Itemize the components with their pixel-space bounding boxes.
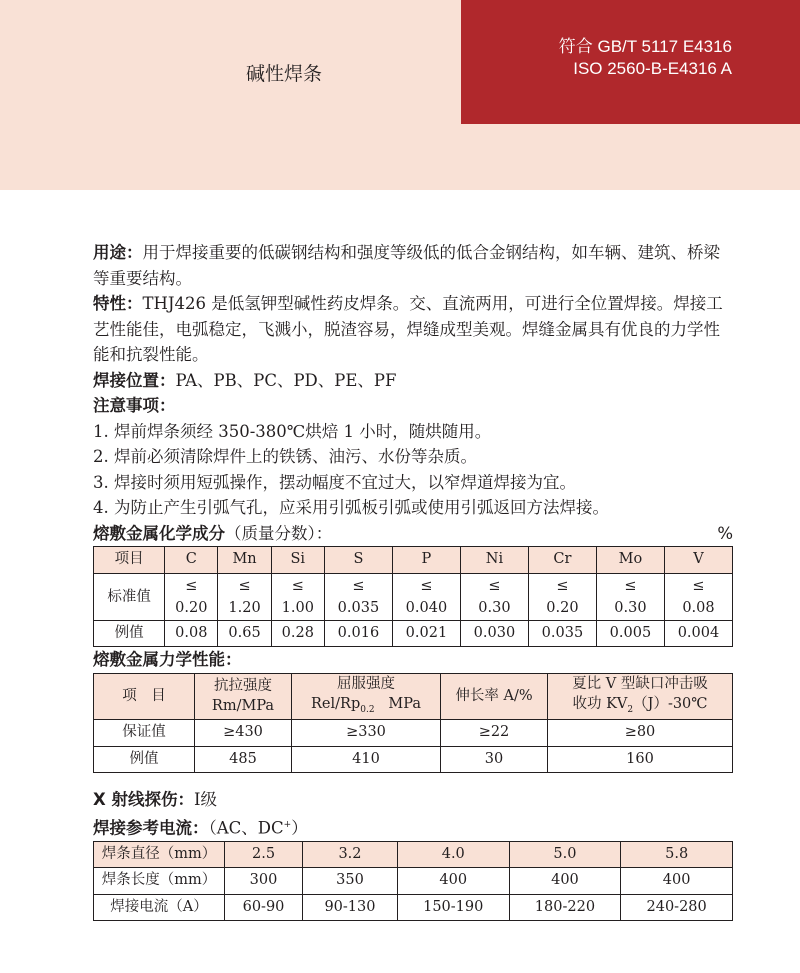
page-title: 碱性焊条 xyxy=(246,63,323,85)
table-cell: V xyxy=(664,547,732,574)
table-cell: Mn xyxy=(218,547,271,574)
mechanical-table xyxy=(93,673,733,774)
table-cell: 400 xyxy=(621,868,733,895)
table-cell: 5.0 xyxy=(509,841,621,868)
table-cell: 0.021 xyxy=(392,620,460,647)
table-cell xyxy=(460,573,528,620)
table-row xyxy=(94,620,733,647)
table-cell: ≥22 xyxy=(441,720,548,747)
position-paragraph xyxy=(93,368,733,394)
features-label: 特性： xyxy=(93,294,143,313)
table-cell: 项 目 xyxy=(94,673,195,720)
xray-label: X 射线探伤： xyxy=(93,790,194,810)
table-cell: 0.030 xyxy=(460,620,528,647)
note-item: 2. 焊前必须清除焊件上的铁锈、油污、水份等杂质。 xyxy=(93,447,477,466)
standard-line-2: ISO 2560-B-E4316 A xyxy=(573,59,732,78)
table-cell: 例值 xyxy=(94,620,165,647)
table-cell: C xyxy=(165,547,218,574)
cell-value: 0.30 xyxy=(478,599,511,616)
table-cell: 60-90 xyxy=(225,894,303,921)
chemical-subtitle: （质量分数）： xyxy=(225,523,333,543)
table-cell: 180-220 xyxy=(509,894,621,921)
current-types-sup: + xyxy=(283,819,292,830)
table-cell: 焊条长度（mm） xyxy=(94,868,225,895)
document-body xyxy=(93,240,733,921)
table-cell xyxy=(392,573,460,620)
table-cell: 410 xyxy=(292,746,441,773)
table-cell: Ni xyxy=(460,547,528,574)
table-cell: 0.08 xyxy=(165,620,218,647)
table-cell: 150-190 xyxy=(397,894,509,921)
table-cell: 90-130 xyxy=(303,894,398,921)
table-cell: 485 xyxy=(195,746,292,773)
current-table xyxy=(93,841,733,922)
table-cell xyxy=(195,673,292,720)
cell-value: 0.30 xyxy=(614,599,647,616)
standards-box xyxy=(461,0,800,124)
cell-value: 1.00 xyxy=(281,599,314,616)
table-cell: ≥80 xyxy=(548,720,733,747)
usage-label: 用途： xyxy=(93,243,143,262)
cell-line: 夏比 V 型缺口冲击吸 xyxy=(572,675,708,692)
table-cell xyxy=(548,673,733,720)
le-sign: ≤ xyxy=(238,577,251,594)
table-cell: 3.2 xyxy=(303,841,398,868)
table-cell: 400 xyxy=(397,868,509,895)
position-text: PA、PB、PC、PD、PE、PF xyxy=(175,370,397,390)
current-title: 焊接参考电流： xyxy=(93,818,209,838)
spacer xyxy=(93,773,733,787)
table-cell: 300 xyxy=(225,868,303,895)
chemical-heading xyxy=(93,521,733,547)
table-cell: 30 xyxy=(441,746,548,773)
note-item: 4. 为防止产生引弧气孔，应采用引弧板引弧或使用引弧返回方法焊接。 xyxy=(93,498,609,517)
cell-line: 抗拉强度 xyxy=(214,678,272,695)
table-cell xyxy=(664,573,732,620)
table-cell: ≥430 xyxy=(195,720,292,747)
features-text: THJ426 是低氢钾型碱性药皮焊条。交、直流两用，可进行全位置焊接。焊接工艺性能佳，电弧稳定，飞溅小，脱渣容易，焊缝成型美观。焊缝金属具有优良的力学性能和抗裂性能。 xyxy=(93,294,723,364)
cell-line: MPa xyxy=(388,695,421,712)
chemical-title: 熔敷金属化学成分 xyxy=(93,523,225,543)
cell-line: 收功 KV xyxy=(572,695,628,712)
cell-line: （J）-30℃ xyxy=(633,695,708,712)
table-row xyxy=(94,868,733,895)
table-cell: 400 xyxy=(509,868,621,895)
table-cell xyxy=(218,573,271,620)
table-cell xyxy=(324,573,392,620)
table-row xyxy=(94,720,733,747)
cell-line: 屈服强度 xyxy=(337,675,395,692)
table-cell: 240-280 xyxy=(621,894,733,921)
table-cell xyxy=(528,573,596,620)
le-sign: ≤ xyxy=(291,577,304,594)
table-cell: 0.004 xyxy=(664,620,732,647)
table-cell: P xyxy=(392,547,460,574)
table-cell: Mo xyxy=(596,547,664,574)
cell-subscript: 2 xyxy=(627,704,634,715)
table-cell: 0.016 xyxy=(324,620,392,647)
cell-value: 0.08 xyxy=(682,599,715,616)
note-item: 1. 焊前焊条须经 350-380℃烘焙 1 小时，随烘随用。 xyxy=(93,421,492,441)
chemical-unit: % xyxy=(717,523,733,543)
cell-value: 0.20 xyxy=(175,599,208,616)
table-cell: 5.8 xyxy=(621,841,733,868)
le-sign: ≤ xyxy=(624,577,637,594)
table-cell: 0.005 xyxy=(596,620,664,647)
cell-value: 0.035 xyxy=(337,599,380,616)
table-cell: 伸长率 A/% xyxy=(441,673,548,720)
cell-line: Rm/MPa xyxy=(211,698,275,715)
table-cell: 0.035 xyxy=(528,620,596,647)
xray-value: Ⅰ级 xyxy=(193,790,217,810)
table-cell: 焊接电流（A） xyxy=(94,894,225,921)
table-cell: ≥330 xyxy=(292,720,441,747)
note-item: 3. 焊接时须用短弧操作，摆动幅度不宜过大，以窄焊道焊接为宜。 xyxy=(93,472,576,492)
le-sign: ≤ xyxy=(556,577,569,594)
usage-paragraph xyxy=(93,240,733,291)
features-paragraph xyxy=(93,291,733,368)
le-sign: ≤ xyxy=(185,577,198,594)
le-sign: ≤ xyxy=(488,577,501,594)
le-sign: ≤ xyxy=(352,577,365,594)
current-heading xyxy=(93,813,733,841)
le-sign: ≤ xyxy=(692,577,705,594)
table-cell: Cr xyxy=(528,547,596,574)
table-cell: 2.5 xyxy=(225,841,303,868)
table-cell: 保证值 xyxy=(94,720,195,747)
table-cell: 焊条直径（mm） xyxy=(94,841,225,868)
table-cell: Si xyxy=(271,547,324,574)
current-types-close: ） xyxy=(291,818,308,838)
table-row xyxy=(94,746,733,773)
table-cell: 0.28 xyxy=(271,620,324,647)
chemical-table xyxy=(93,546,733,647)
table-cell: S xyxy=(324,547,392,574)
table-cell: 350 xyxy=(303,868,398,895)
cell-line: Rel/Rp xyxy=(311,695,361,712)
cell-value: 0.040 xyxy=(405,599,448,616)
usage-text: 用于焊接重要的低碳钢结构和强度等级低的低合金钢结构，如车辆、建筑、桥梁等重要结构。 xyxy=(93,243,720,288)
mechanical-title: 熔敷金属力学性能： xyxy=(93,650,242,669)
table-cell: 例值 xyxy=(94,746,195,773)
table-cell: 标准值 xyxy=(94,573,165,620)
table-row xyxy=(94,573,733,620)
table-row xyxy=(94,547,733,574)
standard-line-1: 符合 GB/T 5117 E4316 xyxy=(558,37,732,56)
table-row xyxy=(94,841,733,868)
table-cell xyxy=(165,573,218,620)
table-row xyxy=(94,894,733,921)
cell-subscript: 0.2 xyxy=(360,704,375,715)
table-cell xyxy=(596,573,664,620)
table-cell xyxy=(292,673,441,720)
table-cell: 0.65 xyxy=(218,620,271,647)
table-cell: 160 xyxy=(548,746,733,773)
notes-label: 注意事项： xyxy=(93,396,176,415)
xray-line xyxy=(93,787,733,813)
table-cell: 4.0 xyxy=(397,841,509,868)
current-types: （AC、DC xyxy=(208,818,284,838)
table-cell: 项目 xyxy=(94,547,165,574)
cell-value: 1.20 xyxy=(228,599,261,616)
table-cell xyxy=(271,573,324,620)
cell-value: 0.20 xyxy=(546,599,579,616)
table-row xyxy=(94,673,733,720)
position-label: 焊接位置： xyxy=(93,370,176,390)
le-sign: ≤ xyxy=(420,577,433,594)
